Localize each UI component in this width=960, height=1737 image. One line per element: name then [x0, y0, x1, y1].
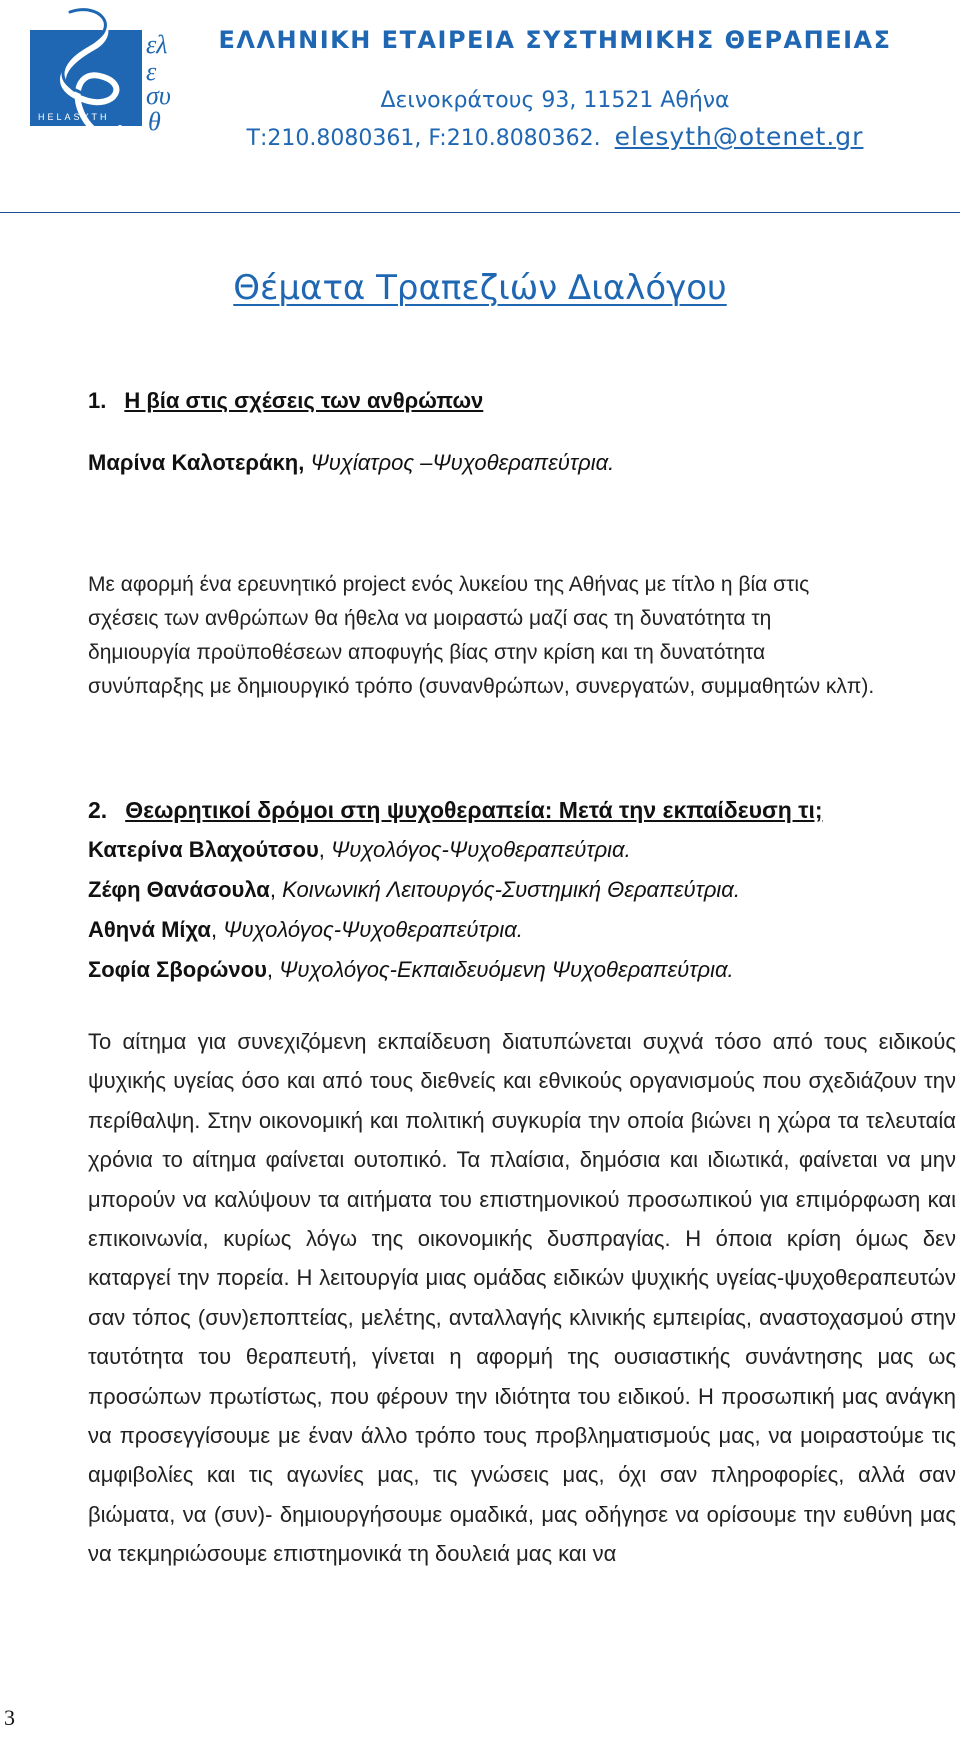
logo-letter-stack [146, 30, 171, 136]
topic-1-number: 1. [88, 388, 107, 413]
topic-2-speaker: Ζέφη Θανάσουλα, Κοινωνική Λειτουργός-Συστημική Θεραπεύτρια. [88, 877, 740, 902]
speaker-role: Ψυχολόγος-Ψυχοθεραπεύτρια. [223, 917, 523, 942]
org-contact [210, 122, 900, 151]
svg-text:ε: ε [146, 57, 157, 86]
speaker-name: Μαρίνα Καλοτεράκη, [88, 450, 305, 475]
topic-2-heading [88, 797, 956, 824]
speaker-role: Κοινωνική Λειτουργός-Συστημική Θεραπεύτρια. [282, 877, 740, 902]
abstract-line: δημιουργία προϋποθέσεων αποφυγής βίας στην κρίση και τη δυνατότητα [88, 641, 766, 664]
speaker-name: Αθηνά Μίχα [88, 917, 211, 942]
svg-text:θ: θ [148, 107, 161, 136]
topic-1-title: Η βία στις σχέσεις των ανθρώπων [124, 388, 484, 413]
topic-2-number: 2. [88, 797, 108, 823]
topic-1-heading [88, 388, 956, 414]
topic-1-abstract [88, 568, 956, 704]
topic-2-speaker: Σοφία Σβορώνου, Ψυχολόγος-Εκπαιδευόμενη Ψυχοθεραπεύτρια. [88, 957, 734, 982]
helasyth-logo [30, 8, 190, 143]
speaker-name: Ζέφη Θανάσουλα [88, 877, 270, 902]
org-name: ΕΛΛΗΝΙΚΗ ΕΤΑΙΡΕΙΑ ΣΥΣΤΗΜΙΚΗΣ ΘΕΡΑΠΕΙΑΣ [218, 26, 892, 54]
abstract-line: σχέσεις των ανθρώπων θα ήθελα να μοιραστώ μαζί σας τη δυνατότητα τη [88, 607, 772, 630]
org-address: Δεινοκράτους 93, 11521 Αθήνα [380, 88, 730, 113]
speaker-role: Ψυχολόγος-Εκπαιδευόμενη Ψυχοθεραπεύτρια. [279, 957, 734, 982]
abstract-line: Με αφορμή ένα ερευνητικό project ενός λυκείου της Αθήνας με τίτλο η βία στις [88, 573, 810, 596]
topic-2-abstract: Το αίτημα για συνεχιζόμενη εκπαίδευση διατυπώνεται συχνά τόσο από τους ειδικούς ψυχικής υγείας όσο και από τους διεθνείς και εθνικούς οργανισμούς που σχεδιάζουν την περίθαλψη. Στην οικονομική και πολιτική συγκυρία την οποία βιώνει η χώρα τα τελευταία χρόνια το αίτημα φαίνεται ουτοπικό. Τα πλαίσια, δημόσια και ιδιωτικά, φαίνεται να μην μπορούν να καλύψουν τα αιτήματα του επιστημονικού προσωπικού για επιμόρφωση και επικοινωνία, κυρίως λόγω της οικονομικής δυσπραγίας. Η όποια κρίση όμως δεν καταργεί την πορεία. Η λειτουργία μιας ομάδας ειδικών ψυχικής υγείας-ψυχοθεραπευτών σαν τόπος (συν)εποπτείας, μελέτης, ανταλλαγής κλινικής εμπειρίας, αναστοχασμού στην ταυτότητα του θεραπευτή, γίνεται η αφορμή της ουσιαστικής συνάντησης μας ως προσώπων πρωτίστως, που φέρουν την ιδιότητα του ειδικού. Η προσωπική μας ανάγκη να προσεγγίσουμε με έναν άλλο τρόπο τους προβληματισμούς μας, να μοιραστούμε τις αμφιβολίες και τις αγωνίες μας, τις γνώσεις μας, όχι σαν πληροφορίες, αλλά σαν βιώματα, να (συν)- δημιουργήσουμε ομαδικά, μας οδήγησε να ορίσουμε την ευθύνη μας να τεκμηριώσουμε επιστημονικά τη δουλειά μας και να [88, 1029, 956, 1567]
speaker-role: Ψυχίατρος –Ψυχοθεραπεύτρια. [310, 450, 615, 475]
svg-text:συ: συ [146, 81, 171, 110]
speaker-role: Ψυχολόγος-Ψυχοθεραπεύτρια. [331, 837, 631, 862]
speaker-name: Κατερίνα Βλαχούτσου [88, 837, 319, 862]
document-title: Θέματα Τραπεζιών Διαλόγου [233, 268, 727, 308]
topic-2-title: Θεωρητικοί δρόμοι στη ψυχοθεραπεία: Μετά την εκπαίδευση τι; [125, 797, 823, 823]
svg-text:ελ: ελ [146, 30, 168, 59]
abstract-line: συνύπαρξης με δημιουργικό τρόπο (συνανθρώπων, συνεργατών, συμμαθητών κλπ). [88, 675, 875, 698]
topic-2-speaker: Κατερίνα Βλαχούτσου, Ψυχολόγος-Ψυχοθεραπεύτρια. [88, 837, 631, 862]
speaker-name: Σοφία Σβορώνου [88, 957, 267, 982]
page-number: 3 [4, 1705, 15, 1730]
topic-1-speaker [88, 450, 956, 476]
phone-fax: Τ:210.8080361, F:210.8080362. [246, 126, 601, 151]
email-link[interactable]: elesyth@otenet.gr [614, 122, 864, 151]
header-divider [0, 212, 960, 213]
topic-2-speaker: Αθηνά Μίχα, Ψυχολόγος-Ψυχοθεραπεύτρια. [88, 917, 523, 942]
logo-caption: HELASYTH [38, 112, 110, 122]
